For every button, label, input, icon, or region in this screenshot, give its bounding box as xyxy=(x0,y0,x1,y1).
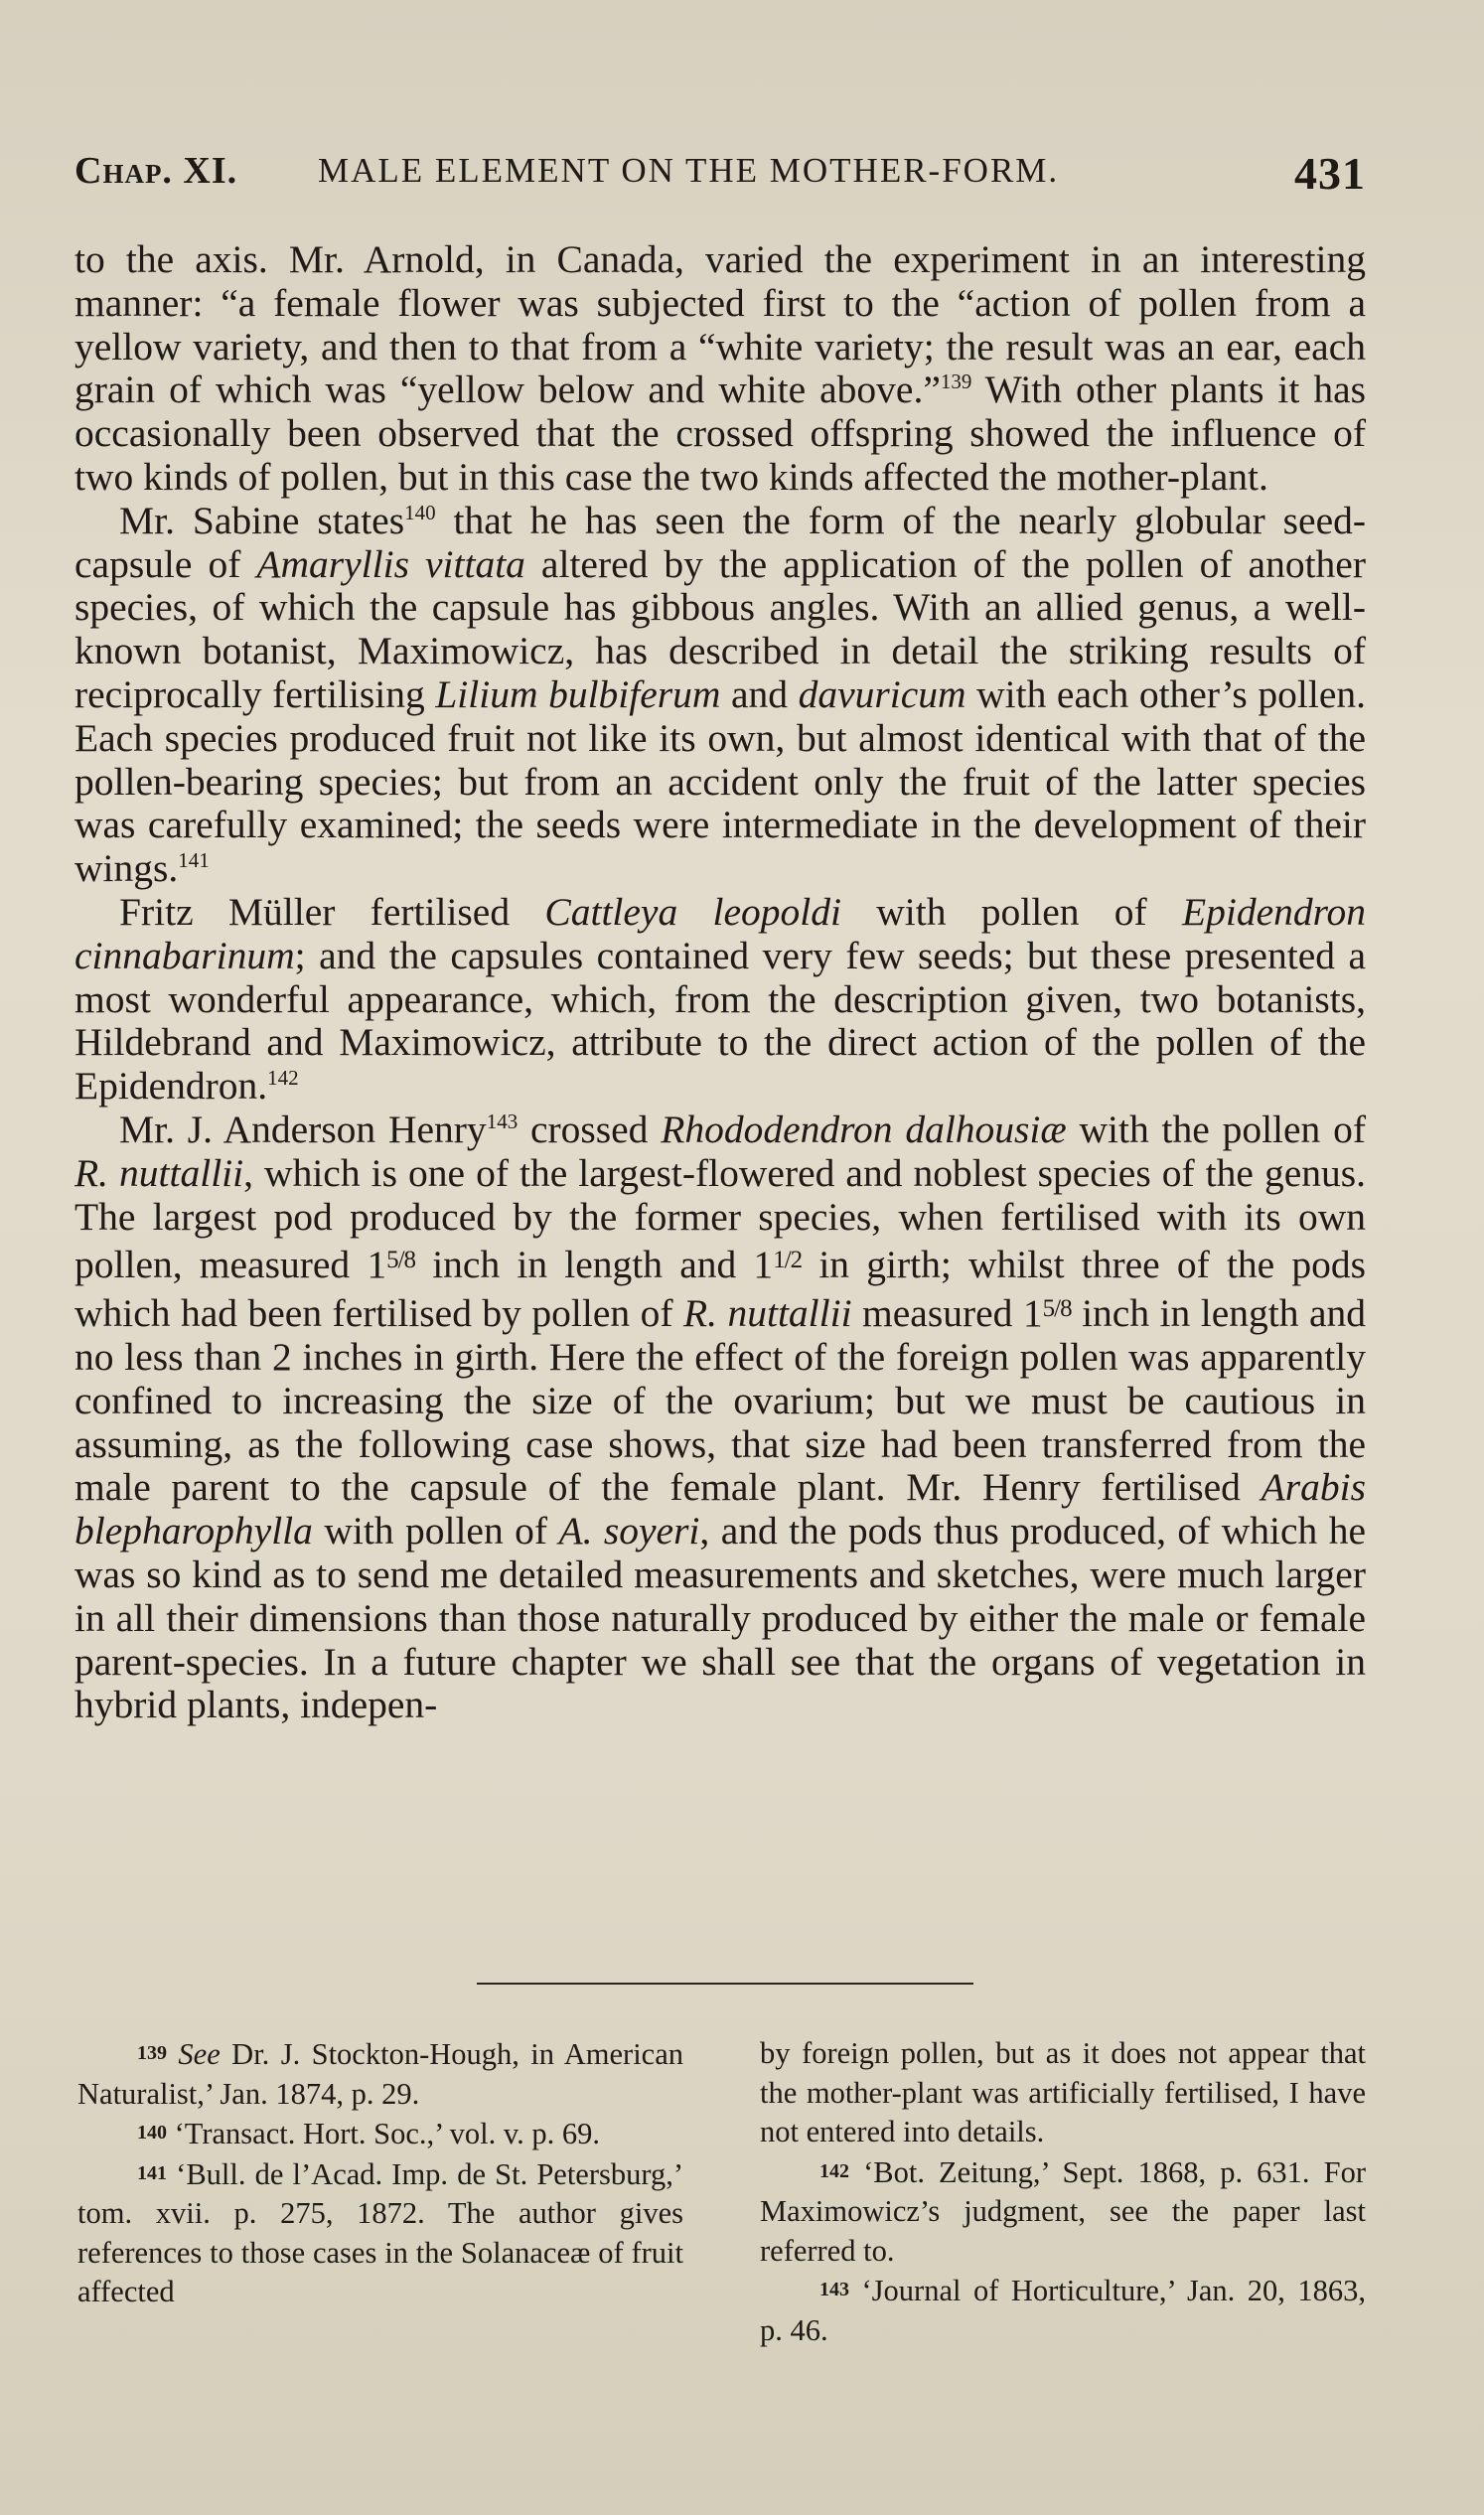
footnote-140 xyxy=(77,2114,683,2154)
footnote-139 xyxy=(77,2034,683,2114)
text: Mr. Sabine states xyxy=(119,498,405,542)
footnote-ref-143[interactable]: 143 xyxy=(486,1109,519,1133)
species-name: R. nuttallii xyxy=(74,1150,244,1195)
paragraph-2 xyxy=(74,500,1366,891)
footnote-number: 143 xyxy=(819,2279,849,2300)
text: inch in length and no less than 2 inches in girth. Here the effect of the foreign pollen was apparently confined to increasing the size of the ovarium; but we must be cautious in assuming, as the following case shows, that size had been transferred from the male parent to the capsule of the female plant. Mr. Henry fertilised xyxy=(74,1291,1366,1510)
footnote-141-continued: by foreign pollen, but as it does not appear that the mother-plant was artificially fertilised, I have not entered into details. xyxy=(760,2036,1366,2148)
footnote-text: Dr. J. Stockton-Hough, in American Naturalist,’ Jan. 1874, p. 29. xyxy=(77,2037,683,2111)
species-name: Epidendron cinnabarinum xyxy=(74,889,1367,977)
species-name: R. nuttallii xyxy=(683,1291,852,1336)
text: to the axis. Mr. Arnold, in Canada, varied the experiment in an interesting manner: “a female flower was subjected first to the “action of pollen from a yellow variety, and then to that from a “white variety; the result was an ear, each grain of which was “yellow below and white above.” xyxy=(74,237,1366,412)
footnote-ref-140[interactable]: 140 xyxy=(404,500,436,524)
text: Fritz Müller fertilised xyxy=(119,889,545,934)
text: in girth; whilst three of the pods which had been fertilised by pollen of xyxy=(74,1243,1367,1336)
text: that he has seen the form of the nearly globular seed-capsule of xyxy=(74,498,1367,586)
text: measured 1 xyxy=(851,1291,1043,1336)
fraction: 5/8 xyxy=(386,1247,416,1274)
footnote-text: ‘Bull. de l’Acad. Imp. de St. Petersburg,’ tom. xvii. p. 275, 1872. The author gives references to those cases in the Solanaceæ of fruit affected xyxy=(77,2156,684,2308)
see-label: See xyxy=(178,2037,221,2071)
footnotes-right-column xyxy=(760,2034,1366,2350)
footnote-ref-141[interactable]: 141 xyxy=(178,848,210,872)
footnote-divider xyxy=(477,1983,973,1985)
species-name: Rhododendron dalhousiæ xyxy=(661,1107,1067,1151)
footnotes-left-column xyxy=(77,2034,683,2312)
page-header xyxy=(74,149,1366,209)
text: with pollen of xyxy=(840,889,1182,934)
text: altered by the application of the pollen of another species, of which the capsule has gibbous angles. With an allied genus, a well-known botanist, Maximowicz, has described in detail the striking results of reciprocally fertilising xyxy=(74,541,1366,716)
footnote-number: 141 xyxy=(137,2161,167,2184)
page-number: 431 xyxy=(1294,148,1366,199)
species-name: Lilium bulbiferum xyxy=(435,671,721,716)
footnote-text: ‘Transact. Hort. Soc.,’ vol. v. p. 69. xyxy=(174,2117,600,2150)
text: , and the pods thus produced, of which he was so kind as to send me detailed measurements and sketches, were much larger in all their dimensions than those naturally produced by either the male or female parent-species. In a future chapter we shall see that the organs of vegetation in hybrid plants, indepen- xyxy=(74,1509,1366,1727)
text: crossed xyxy=(518,1107,662,1151)
text: and xyxy=(720,671,799,716)
paragraph-1 xyxy=(74,238,1366,500)
chapter-label: Chap. XI. xyxy=(74,150,238,192)
footnote-number: 139 xyxy=(137,2042,167,2064)
main-text xyxy=(74,238,1366,1727)
text: ; and the capsules contained very few seeds; but these presented a most wonderful appearance, which, from the description given, two botanists, Hildebrand and Maximowicz, attribute to the direct action of the pollen of the Epidendron. xyxy=(74,933,1366,1109)
text: with pollen of xyxy=(312,1509,559,1553)
species-name: A. soyeri xyxy=(558,1509,700,1553)
species-name: davuricum xyxy=(798,671,966,716)
species-name: Arabis blepharophylla xyxy=(74,1465,1366,1553)
species-name: Cattleya leopoldi xyxy=(544,889,841,934)
text: , which is one of the largest-flowered and noblest species of the genus. The largest pod produced by the former species, when fertilised with its own pollen, measured 1 xyxy=(74,1150,1366,1287)
running-title: MALE ELEMENT ON THE MOTHER-FORM. xyxy=(318,151,1060,190)
footnote-143 xyxy=(760,2271,1366,2350)
fraction: 1/2 xyxy=(773,1247,803,1274)
species-name: Amaryllis vittata xyxy=(256,541,525,586)
footnote-142 xyxy=(760,2152,1366,2272)
footnote-141 xyxy=(77,2154,683,2312)
footnote-number: 140 xyxy=(137,2122,167,2144)
footnote-ref-139[interactable]: 139 xyxy=(940,370,972,394)
footnote-text: ‘Journal of Horticulture,’ Jan. 20, 1863, p. 46. xyxy=(760,2274,1367,2347)
footnote-number: 142 xyxy=(819,2159,849,2182)
text: inch in length and 1 xyxy=(415,1243,774,1287)
footnote-ref-142[interactable]: 142 xyxy=(267,1065,299,1090)
paragraph-4 xyxy=(74,1109,1366,1727)
text: Mr. J. Anderson Henry xyxy=(119,1107,487,1151)
fraction: 5/8 xyxy=(1042,1295,1072,1323)
text: with the pollen of xyxy=(1066,1107,1366,1151)
paragraph-3 xyxy=(74,891,1366,1109)
footnote-text: ‘Bot. Zeitung,’ Sept. 1868, p. 631. For Maximowicz’s judgment, see the paper last referred to. xyxy=(760,2154,1367,2268)
text: With other plants it has occasionally been observed that the crossed offspring showed the influence of two kinds of pollen, but in this case the two kinds affected the mother-plant. xyxy=(74,368,1366,499)
text: with each other’s pollen. Each species produced fruit not like its own, but almost identical with that of the pollen-bearing species; but from an accident only the fruit of the latter species was carefully examined; the seeds were intermediate in the development of their wings. xyxy=(74,671,1366,891)
